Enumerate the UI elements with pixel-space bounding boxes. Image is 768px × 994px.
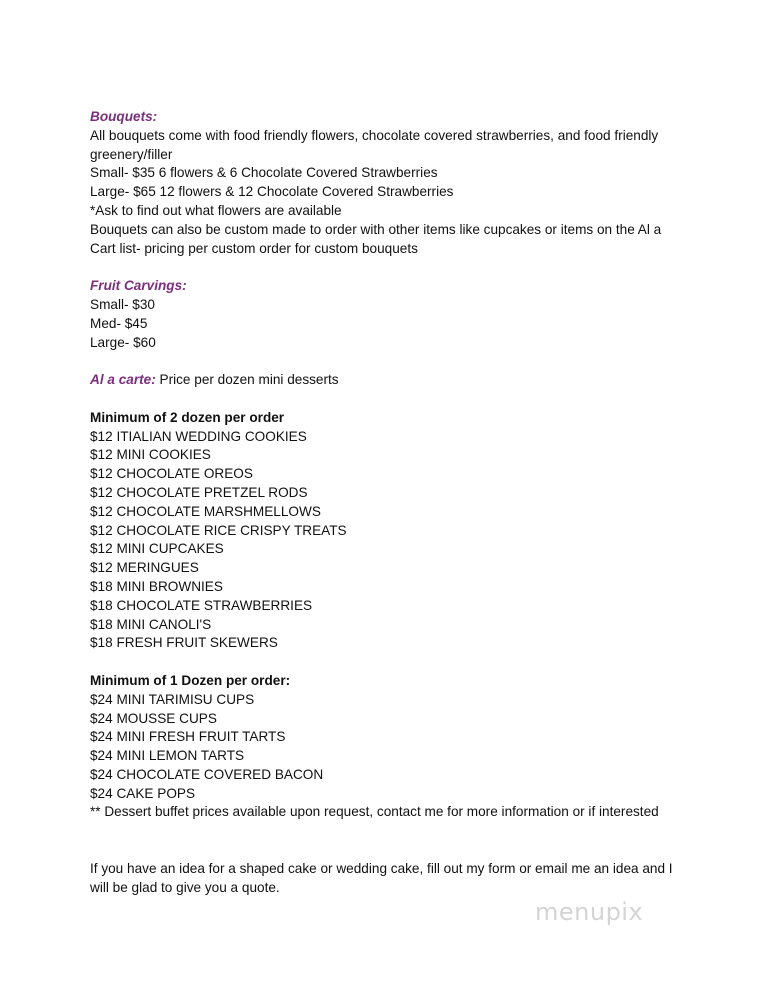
list-item: $12 CHOCOLATE PRETZEL RODS <box>90 484 308 500</box>
list-item: $12 CHOCOLATE RICE CRISPY TREATS <box>90 522 347 538</box>
dessert-buffet-note: ** Dessert buffet prices available upon request, contact me for more information or if interested <box>90 804 659 820</box>
fruit-carving-med: Med- $45 <box>90 315 148 331</box>
list-item: $18 CHOCOLATE STRAWBERRIES <box>90 597 313 613</box>
list-item: $24 MINI LEMON TARTS <box>90 748 245 764</box>
al-a-carte-line <box>90 371 690 390</box>
min2-heading: Minimum of 2 dozen per order <box>90 409 285 425</box>
menupix-watermark: menupix <box>535 898 644 926</box>
list-item: $12 MINI COOKIES <box>90 447 211 463</box>
fruit-carvings-heading: Fruit Carvings: <box>90 278 187 294</box>
list-item: $18 FRESH FRUIT SKEWERS <box>90 635 278 651</box>
list-item: $18 MINI BROWNIES <box>90 578 223 594</box>
menu-document <box>90 108 690 897</box>
fruit-carving-small: Small- $30 <box>90 296 155 312</box>
list-item: $24 MINI FRESH FRUIT TARTS <box>90 729 286 745</box>
list-item: $24 MOUSSE CUPS <box>90 710 217 726</box>
closing-note: If you have an idea for a shaped cake or wedding cake, fill out my form or email me an idea and I will be glad to give you a quote. <box>90 860 673 895</box>
list-item: $12 MERINGUES <box>90 560 199 576</box>
bouquet-flowers-note: *Ask to find out what flowers are available <box>90 202 342 218</box>
list-item: $24 CHOCOLATE COVERED BACON <box>90 766 324 782</box>
bouquets-intro: All bouquets come with food friendly flowers, chocolate covered strawberries, and food friendly greenery/filler <box>90 127 659 162</box>
al-a-carte-heading: Al a carte: <box>90 372 156 388</box>
bouquets-heading: Bouquets: <box>90 109 158 124</box>
list-item: $12 CHOCOLATE OREOS <box>90 466 253 482</box>
min1-heading: Minimum of 1 Dozen per order: <box>90 672 291 688</box>
bouquet-small: Small- $35 6 flowers & 6 Chocolate Covered Strawberries <box>90 165 438 181</box>
list-item: $12 CHOCOLATE MARSHMELLOWS <box>90 503 321 519</box>
list-item: $24 MINI TARIMISU CUPS <box>90 691 255 707</box>
bouquet-custom-note: Bouquets can also be custom made to order with other items like cupcakes or items on the Al a Cart list- pricing per custom order for custom bouquets <box>90 221 662 256</box>
list-item: $24 CAKE POPS <box>90 785 196 801</box>
fruit-carving-large: Large- $60 <box>90 334 156 350</box>
al-a-carte-description: Price per dozen mini desserts <box>155 372 339 388</box>
list-item: $12 MINI CUPCAKES <box>90 541 224 557</box>
bouquet-large: Large- $65 12 flowers & 12 Chocolate Covered Strawberries <box>90 184 454 200</box>
list-item: $12 ITIALIAN WEDDING COOKIES <box>90 428 307 444</box>
list-item: $18 MINI CANOLI'S <box>90 616 212 632</box>
